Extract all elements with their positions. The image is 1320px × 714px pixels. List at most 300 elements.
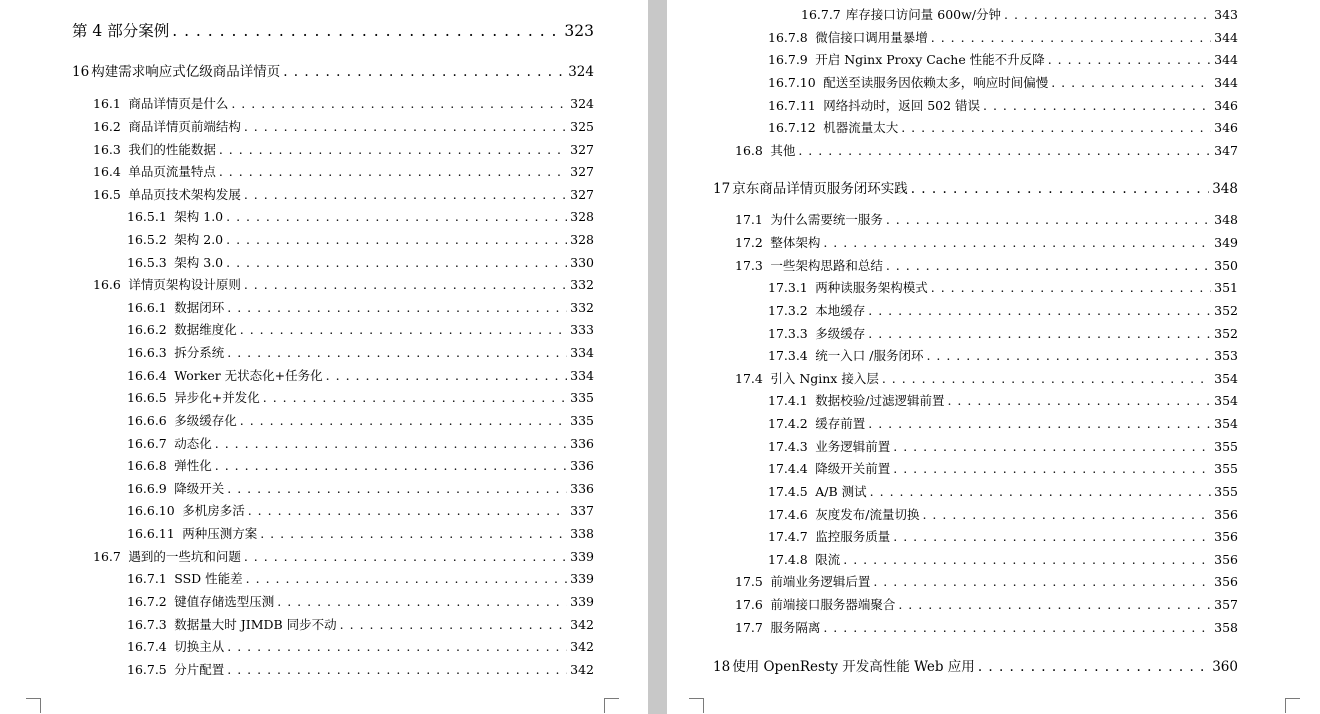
toc-leader-dots	[868, 325, 1211, 343]
toc-entry[interactable]	[735, 234, 1238, 252]
toc-entry[interactable]	[127, 435, 594, 453]
toc-entry-label	[93, 276, 241, 294]
toc-entry-label	[735, 596, 895, 614]
toc-entry-page-number: 355	[1214, 484, 1238, 499]
toc-entry[interactable]	[735, 211, 1238, 229]
toc-leader-dots	[823, 619, 1211, 637]
toc-leader-dots	[911, 179, 1210, 199]
toc-entry[interactable]	[127, 367, 594, 385]
toc-entry-label	[127, 480, 224, 498]
toc-entry-label	[127, 593, 274, 611]
toc-entry-label	[713, 179, 908, 199]
page-corner-mark	[1285, 698, 1300, 713]
toc-leader-dots	[226, 254, 567, 272]
toc-entry[interactable]	[735, 142, 1238, 160]
toc-entry-page-number: 325	[570, 119, 594, 134]
toc-entry-page-number: 349	[1214, 235, 1238, 250]
toc-entry-page-number: 360	[1212, 659, 1238, 675]
toc-entry-title: 配送至读服务因依赖太多，响应时间偏慢	[823, 75, 1049, 90]
toc-entry-label	[768, 325, 865, 343]
toc-entry-title: 遇到的一些坑和问题	[128, 549, 241, 564]
toc-entry-label	[768, 97, 980, 115]
toc-entry-title: 详情页架构设计原则	[128, 277, 241, 292]
toc-leader-dots	[1004, 6, 1211, 24]
toc-entry-page-number: 356	[1214, 529, 1238, 544]
toc-entry-page-number: 324	[570, 96, 594, 111]
toc-entry-page-number: 336	[570, 458, 594, 473]
toc-entry-number: 16.7.10	[768, 75, 816, 90]
toc-entry[interactable]	[93, 118, 594, 136]
toc-entry-label	[127, 389, 260, 407]
toc-entry-title: 两种读服务架构模式	[815, 280, 928, 295]
toc-entry-title: 单品页技术架构发展	[128, 187, 241, 202]
toc-entry[interactable]	[768, 74, 1238, 92]
toc-entry[interactable]	[768, 119, 1238, 137]
toc-entry-number: 16.6.7	[127, 436, 167, 451]
toc-entry[interactable]	[127, 638, 594, 656]
toc-leader-dots	[893, 460, 1211, 478]
toc-entry-number: 17.4.7	[768, 529, 808, 544]
toc-entry-title: 使用 OpenResty 开发高性能 Web 应用	[732, 659, 975, 675]
toc-entry[interactable]	[768, 97, 1238, 115]
toc-entry[interactable]	[93, 141, 594, 159]
toc-entry-label	[768, 74, 1048, 92]
toc-entry-title: SSD 性能差	[174, 571, 243, 586]
toc-entry-page-number: 336	[570, 481, 594, 496]
toc-entry-label	[72, 62, 280, 82]
toc-entry-title: 开启 Nginx Proxy Cache 性能不升反降	[815, 52, 1045, 67]
toc-entry-title: 缓存前置	[815, 416, 866, 431]
toc-entry[interactable]	[768, 528, 1238, 546]
toc-entry[interactable]	[735, 573, 1238, 591]
toc-entry-title: 分片配置	[174, 662, 225, 677]
toc-entry-page-number: 352	[1214, 326, 1238, 341]
toc-entry[interactable]	[72, 62, 594, 82]
toc-entry-page-number: 352	[1214, 303, 1238, 318]
toc-entry-label	[735, 142, 795, 160]
toc-entry-page-number: 354	[1214, 393, 1238, 408]
toc-entry-title: A/B 测试	[815, 484, 867, 499]
toc-entry-number: 17.4.1	[768, 393, 808, 408]
toc-entry[interactable]	[127, 412, 594, 430]
toc-entry-title: 我们的性能数据	[128, 142, 216, 157]
toc-entry-label	[127, 231, 223, 249]
toc-entry-page-number: 337	[570, 503, 594, 518]
toc-entry-number: 17.2	[735, 235, 763, 250]
toc-page-right	[667, 0, 1320, 714]
toc-leader-dots	[244, 276, 567, 294]
toc-entry-label	[127, 525, 257, 543]
toc-entry-title: 监控服务质量	[815, 529, 891, 544]
toc-entry-title: 降级开关前置	[815, 461, 891, 476]
toc-entry-label	[127, 254, 223, 272]
toc-entry-number: 17	[713, 181, 731, 197]
toc-entry-title: 一些架构思路和总结	[770, 258, 883, 273]
toc-leader-dots	[283, 62, 565, 82]
toc-entry-number: 17.6	[735, 597, 763, 612]
toc-entry[interactable]	[127, 231, 594, 249]
toc-entry-number: 17.4.3	[768, 439, 808, 454]
toc-entry[interactable]	[72, 20, 594, 42]
toc-entry-number: 17.4.4	[768, 461, 808, 476]
toc-entry-label	[127, 435, 212, 453]
toc-entry-page-number: 328	[570, 209, 594, 224]
toc-entry[interactable]	[768, 29, 1238, 47]
toc-entry-number: 16.6.3	[127, 345, 167, 360]
toc-leader-dots	[823, 234, 1211, 252]
toc-entry-page-number: 346	[1214, 98, 1238, 113]
toc-leader-dots	[240, 321, 567, 339]
toc-entry-label	[127, 616, 337, 634]
toc-entry[interactable]	[127, 208, 594, 226]
toc-entry-title: 服务隔离	[770, 620, 821, 635]
toc-entry-page-number: 344	[1214, 52, 1238, 67]
toc-entry-label	[127, 208, 223, 226]
toc-entry-page-number: 335	[570, 390, 594, 405]
toc-entry[interactable]	[768, 438, 1238, 456]
toc-entry-page-number: 334	[570, 345, 594, 360]
toc-entry-title: Worker 无状态化+任务化	[174, 368, 323, 383]
toc-leader-dots	[227, 638, 567, 656]
toc-entry-label	[127, 661, 224, 679]
toc-entry-title: 数据校验/过滤逻辑前置	[815, 393, 945, 408]
toc-entry-page-number: 348	[1214, 212, 1238, 227]
toc-entry-label	[735, 573, 870, 591]
toc-entry[interactable]	[768, 347, 1238, 365]
toc-entry-page-number: 324	[568, 64, 594, 80]
toc-leader-dots	[926, 347, 1211, 365]
toc-entry-title: 弹性化	[174, 458, 212, 473]
toc-entry-title: 前端接口服务器端聚合	[770, 597, 896, 612]
toc-entry[interactable]	[768, 325, 1238, 343]
toc-entry[interactable]	[127, 661, 594, 679]
toc-leader-dots	[340, 616, 567, 634]
toc-entry-number: 16.6.1	[127, 300, 167, 315]
toc-entry[interactable]	[713, 179, 1238, 199]
toc-leader-dots	[870, 483, 1211, 501]
toc-entry-label	[768, 528, 890, 546]
toc-entry-page-number: 327	[570, 142, 594, 157]
toc-entry-number: 16.6.11	[127, 526, 175, 541]
toc-leader-dots	[947, 392, 1211, 410]
toc-entry-number: 16.8	[735, 143, 763, 158]
toc-leader-dots	[227, 344, 567, 362]
toc-page-left	[0, 0, 648, 714]
toc-entry-title: 拆分系统	[174, 345, 225, 360]
toc-entry-number: 16.7.7	[801, 7, 841, 22]
toc-entry[interactable]	[93, 548, 594, 566]
toc-entry-label	[768, 506, 919, 524]
toc-entry-page-number: 347	[1214, 143, 1238, 158]
toc-leader-dots	[219, 141, 567, 159]
toc-entry-label	[735, 257, 883, 275]
toc-leader-dots	[227, 661, 567, 679]
toc-entry-number: 16.6.10	[127, 503, 175, 518]
toc-entry[interactable]	[127, 525, 594, 543]
toc-leader-dots	[922, 506, 1211, 524]
toc-leader-dots	[898, 596, 1211, 614]
toc-entry-label	[93, 118, 241, 136]
toc-leader-dots	[227, 299, 567, 317]
toc-entry-page-number: 353	[1214, 348, 1238, 363]
toc-entry-page-number: 335	[570, 413, 594, 428]
toc-entry-number: 17.7	[735, 620, 763, 635]
toc-entry[interactable]	[127, 254, 594, 272]
toc-entry-label	[735, 619, 820, 637]
toc-entry-page-number: 346	[1214, 120, 1238, 135]
toc-leader-dots	[277, 593, 567, 611]
toc-entry-number: 17.1	[735, 212, 763, 227]
toc-entry-title: 灰度发布/流量切换	[815, 507, 920, 522]
toc-entry[interactable]	[127, 321, 594, 339]
toc-entry-label	[768, 392, 944, 410]
toc-entry-title: 统一入口 /服务闭环	[815, 348, 924, 363]
toc-leader-dots	[244, 186, 567, 204]
toc-entry-page-number: 358	[1214, 620, 1238, 635]
toc-entry[interactable]	[735, 619, 1238, 637]
toc-entry[interactable]	[768, 279, 1238, 297]
toc-entry-page-number: 323	[564, 22, 594, 40]
toc-entry-label	[127, 299, 224, 317]
page-gutter	[648, 0, 667, 714]
toc-leader-dots	[1051, 74, 1211, 92]
toc-entry[interactable]	[768, 483, 1238, 501]
toc-entry-label	[127, 344, 224, 362]
page-corner-mark	[689, 698, 704, 713]
toc-entry-page-number: 354	[1214, 416, 1238, 431]
toc-entry-number: 16.3	[93, 142, 121, 157]
toc-leader-dots	[893, 438, 1211, 456]
toc-entry-label	[93, 95, 228, 113]
toc-leader-dots	[172, 20, 561, 42]
toc-entry[interactable]	[127, 570, 594, 588]
toc-leader-dots	[226, 231, 567, 249]
toc-entry-title: 商品详情页前端结构	[128, 119, 241, 134]
toc-entry[interactable]	[127, 480, 594, 498]
toc-entry-page-number: 351	[1214, 280, 1238, 295]
toc-leader-dots	[868, 415, 1211, 433]
toc-entry[interactable]	[768, 551, 1238, 569]
toc-entry[interactable]	[127, 299, 594, 317]
toc-leader-dots	[886, 211, 1211, 229]
toc-entry[interactable]	[93, 163, 594, 181]
toc-entry-number: 16.6.5	[127, 390, 167, 405]
toc-entry-label	[713, 657, 975, 677]
toc-entry-page-number: 330	[570, 255, 594, 270]
toc-entry-title: 引入 Nginx 接入层	[770, 371, 879, 386]
toc-entry-title: 数据闭环	[174, 300, 225, 315]
toc-entry[interactable]	[768, 460, 1238, 478]
toc-leader-dots	[798, 142, 1211, 160]
toc-entry-number: 17.5	[735, 574, 763, 589]
toc-entry-page-number: 339	[570, 549, 594, 564]
toc-entry-number: 17.4	[735, 371, 763, 386]
toc-entry[interactable]	[127, 593, 594, 611]
toc-leader-dots	[893, 528, 1211, 546]
toc-entry-title: 本地缓存	[815, 303, 866, 318]
toc-entry-page-number: 344	[1214, 30, 1238, 45]
toc-entry-number: 17.4.6	[768, 507, 808, 522]
toc-entry-page-number: 333	[570, 322, 594, 337]
toc-leader-dots	[244, 548, 567, 566]
toc-entry-page-number: 339	[570, 571, 594, 586]
toc-entry[interactable]	[713, 657, 1238, 677]
toc-entry-title: 微信接口调用量暴增	[815, 30, 928, 45]
toc-entry-number: 16.6.6	[127, 413, 167, 428]
toc-entry-page-number: 350	[1214, 258, 1238, 273]
toc-entry[interactable]	[735, 370, 1238, 388]
toc-entry-number: 16.6.4	[127, 368, 167, 383]
toc-entry-number: 16.4	[93, 164, 121, 179]
toc-entry-page-number: 356	[1214, 507, 1238, 522]
toc-entry-title: 键值存储选型压测	[174, 594, 275, 609]
toc-entry-label	[768, 438, 890, 456]
toc-entry-title: 多级缓存	[815, 326, 866, 341]
toc-entry-number: 16.1	[93, 96, 121, 111]
toc-entry-page-number: 339	[570, 594, 594, 609]
toc-entry-title: 架构 3.0	[174, 255, 224, 270]
toc-entry-page-number: 356	[1214, 574, 1238, 589]
toc-entry-label	[127, 367, 323, 385]
toc-entry[interactable]	[768, 302, 1238, 320]
toc-entry-label	[127, 412, 237, 430]
toc-leader-dots	[240, 412, 567, 430]
toc-leader-dots	[260, 525, 567, 543]
toc-entry-page-number: 357	[1214, 597, 1238, 612]
toc-entry-title: 架构 1.0	[174, 209, 224, 224]
toc-entry[interactable]	[768, 415, 1238, 433]
toc-leader-dots	[231, 95, 567, 113]
toc-leader-dots	[901, 119, 1211, 137]
toc-entry-title: 异步化+并发化	[174, 390, 260, 405]
toc-leader-dots	[931, 29, 1211, 47]
toc-entry[interactable]	[93, 95, 594, 113]
toc-entry-title: 机器流量太大	[823, 120, 899, 135]
toc-leader-dots	[326, 367, 567, 385]
toc-entry-page-number: 327	[570, 187, 594, 202]
toc-entry-title: 数据维度化	[174, 322, 237, 337]
toc-entry-page-number: 348	[1212, 181, 1238, 197]
toc-entry-label	[72, 20, 169, 42]
toc-entry-label	[768, 415, 865, 433]
toc-leader-dots	[263, 389, 567, 407]
toc-entry-page-number: 344	[1214, 75, 1238, 90]
toc-leader-dots	[226, 208, 567, 226]
toc-entry-number: 16.6.9	[127, 481, 167, 496]
toc-entry-number: 17.3	[735, 258, 763, 273]
toc-entry-title: 单品页流量特点	[128, 164, 216, 179]
toc-entry-page-number: 342	[570, 639, 594, 654]
toc-entry[interactable]	[93, 276, 594, 294]
toc-entry[interactable]	[127, 344, 594, 362]
toc-entry[interactable]	[735, 596, 1238, 614]
toc-entry-title: 为什么需要统一服务	[770, 212, 883, 227]
toc-entry-label	[93, 186, 241, 204]
toc-entry-title: 网络抖动时，返回 502 错误	[823, 98, 981, 113]
toc-entry-number: 16	[72, 64, 90, 80]
toc-entry-title: 动态化	[174, 436, 212, 451]
toc-entry-number: 16.5.3	[127, 255, 167, 270]
toc-entry-number: 18	[713, 659, 731, 675]
toc-entry-label	[93, 548, 241, 566]
toc-entry-page-number: 336	[570, 436, 594, 451]
toc-entry-title: 架构 2.0	[174, 232, 224, 247]
toc-entry-page-number: 338	[570, 526, 594, 541]
page-corner-mark	[26, 698, 41, 713]
toc-entry-number: 16.7.5	[127, 662, 167, 677]
toc-leader-dots	[843, 551, 1211, 569]
toc-leader-dots	[215, 457, 567, 475]
toc-entry[interactable]	[93, 186, 594, 204]
toc-entry-number: 17.4.5	[768, 484, 808, 499]
toc-entry-label	[735, 211, 883, 229]
toc-entry-label	[735, 370, 879, 388]
toc-entry-number: 16.7	[93, 549, 121, 564]
toc-entry-title: 业务逻辑前置	[815, 439, 891, 454]
toc-entry-label	[127, 502, 245, 520]
toc-entry-number: 17.3.1	[768, 280, 808, 295]
toc-entry-number: 17.4.8	[768, 552, 808, 567]
toc-entry[interactable]	[735, 257, 1238, 275]
toc-entry-label	[768, 51, 1045, 69]
toc-entry-title: 库存接口访问量 600w/分钟	[845, 7, 1002, 22]
toc-entry-page-number: 328	[570, 232, 594, 247]
toc-entry-title: 商品详情页是什么	[128, 96, 229, 111]
toc-entry[interactable]	[127, 502, 594, 520]
toc-entry[interactable]	[768, 392, 1238, 410]
toc-leader-dots	[886, 257, 1211, 275]
toc-entry-number: 16.7.1	[127, 571, 167, 586]
toc-entry-number: 17.4.2	[768, 416, 808, 431]
toc-entry-page-number: 356	[1214, 552, 1238, 567]
toc-entry[interactable]	[801, 6, 1238, 24]
toc-entry-page-number: 327	[570, 164, 594, 179]
toc-entry-page-number: 342	[570, 617, 594, 632]
toc-entry-label	[768, 347, 923, 365]
toc-entry-label	[127, 638, 224, 656]
toc-entry-title: 数据量大时 JIMDB 同步不动	[174, 617, 337, 632]
toc-entry-title: 降级开关	[174, 481, 225, 496]
toc-entry-label	[768, 279, 928, 297]
toc-leader-dots	[978, 657, 1209, 677]
toc-entry-number: 16.5.2	[127, 232, 167, 247]
toc-entry-title: 限流	[815, 552, 841, 567]
toc-entry-label	[127, 457, 212, 475]
toc-entry-label	[801, 6, 1001, 24]
toc-entry-page-number: 334	[570, 368, 594, 383]
toc-entry-number: 16.7.8	[768, 30, 808, 45]
toc-entry-number: 16.7.9	[768, 52, 808, 67]
toc-entry-number: 16.6	[93, 277, 121, 292]
toc-entry-number: 第 4 部分案例	[72, 22, 170, 40]
toc-entry-number: 16.5	[93, 187, 121, 202]
toc-entry[interactable]	[127, 616, 594, 634]
toc-entry[interactable]	[768, 506, 1238, 524]
toc-leader-dots	[244, 118, 567, 136]
toc-entry-title: 其他	[770, 143, 796, 158]
toc-entry-title: 切换主从	[174, 639, 225, 654]
toc-entry-number: 17.3.3	[768, 326, 808, 341]
toc-leader-dots	[873, 573, 1211, 591]
toc-entry[interactable]	[768, 51, 1238, 69]
toc-entry[interactable]	[127, 389, 594, 407]
toc-entry[interactable]	[127, 457, 594, 475]
toc-entry-label	[93, 163, 216, 181]
toc-entry-title: 多级缓存化	[174, 413, 237, 428]
toc-entry-number: 16.7.2	[127, 594, 167, 609]
toc-entry-number: 16.5.1	[127, 209, 167, 224]
toc-entry-label	[735, 234, 820, 252]
